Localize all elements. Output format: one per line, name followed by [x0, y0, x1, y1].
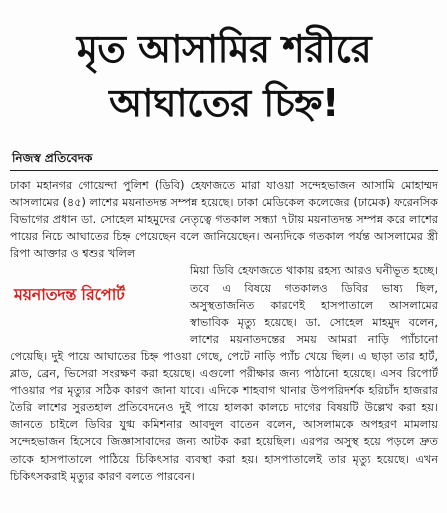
headline-line-1: মৃত আসামির শরীরে: [76, 27, 372, 71]
article-lead-paragraph: ঢাকা মহানগর গোয়েন্দা পুলিশ (ডিবি) হেফাজতে মারা যাওয়া সন্দেহভাজন আসামি মোহাম্মদ আসলামের (৪৫) লাশের ময়নাতদন্ত সম্পন্ন হয়েছে। ঢাকা মেডিকেল কলেজের (ঢামেক) ফরেনসিক বিভাগের প্রধান ডা. সোহেল মাহমুদের নেতৃত্বে গতকাল সন্ধ্যা ৭টায় ময়নাতদন্ত সম্পন্ন করে লাশের পায়ের নিচে আঘাতের চিহ্ন পেয়েছেন বলে জানিয়েছেন। অন্যদিকে গতকাল পর্যন্ত আসলামের স্ত্রী রিপা আক্তার ও শ্বশুর খলিল: [10, 179, 438, 261]
article-body: [10, 177, 438, 485]
inset-box: [10, 264, 180, 334]
byline: নিজস্ব প্রতিবেদক: [12, 151, 93, 165]
inset-title: ময়নাতদন্ত রিপোর্ট: [14, 285, 125, 305]
byline-divider: [10, 170, 438, 171]
headline: [14, 22, 434, 130]
article-wrap-paragraph: মিয়া ডিবি হেফাজতে থাকায় রহস্য আরও ঘনীভূত হচ্ছে। তবে এ বিষয়ে গতকালও ডিবির ভাষ্য ছিল, অসুস্থতাজনিত কারণেই হাসপাতালে আসলামের স্বাভাবিক মৃত্যু হয়েছে। ডা. সোহেল মাহমুদ বলেন, লাশের ময়নাতদন্তের সময় আমরা নাড়ি প্যাঁচানো পেয়েছি। দুই পায়ে আঘাতের চিহ্ন পাওয়া গেছে, পেটে নাড়ি প্যাঁচ খেয়ে ছিল। এ ছাড়া তার হার্ট, ব্লাড, ব্রেন, ভিসেরা সংরক্ষণ করা হয়েছে। এগুলো পরীক্ষার জন্য পাঠানো হয়েছে। এসব রিপোর্ট পাওয়ার পর মৃত্যুর সঠিক কারণ জানা যাবে। এদিকে শাহবাগ থানার উপপরিদর্শক হরিচাঁদ হাজরার তৈরি লাশের সুরতহাল প্রতিবেদনেও দুই পায়ে হালকা কালচে দাগের বিষয়টি উল্লেখ করা হয়। জানতে চাইলে ডিবির যুগ্ম কমিশনার আবদুল বাতেন বলেন, আসলামকে অপহরণ মামলায় সন্দেহভাজন হিসেবে জিজ্ঞাসাবাদের জন্য আটক করা হয়েছিল। এরপর অসুস্থ হয়ে পড়লে দ্রুত তাকে হাসপাতালে পাঠিয়ে চিকিৎসার ব্যবস্থা করা হয়। হাসপাতালেই তার মৃত্যু হয়েছে। এখন চিকিৎসকরাই মৃত্যুর কারণ বলতে পারবেন।: [10, 264, 438, 483]
headline-line-2: আঘাতের চিহ্ন!: [109, 81, 339, 125]
